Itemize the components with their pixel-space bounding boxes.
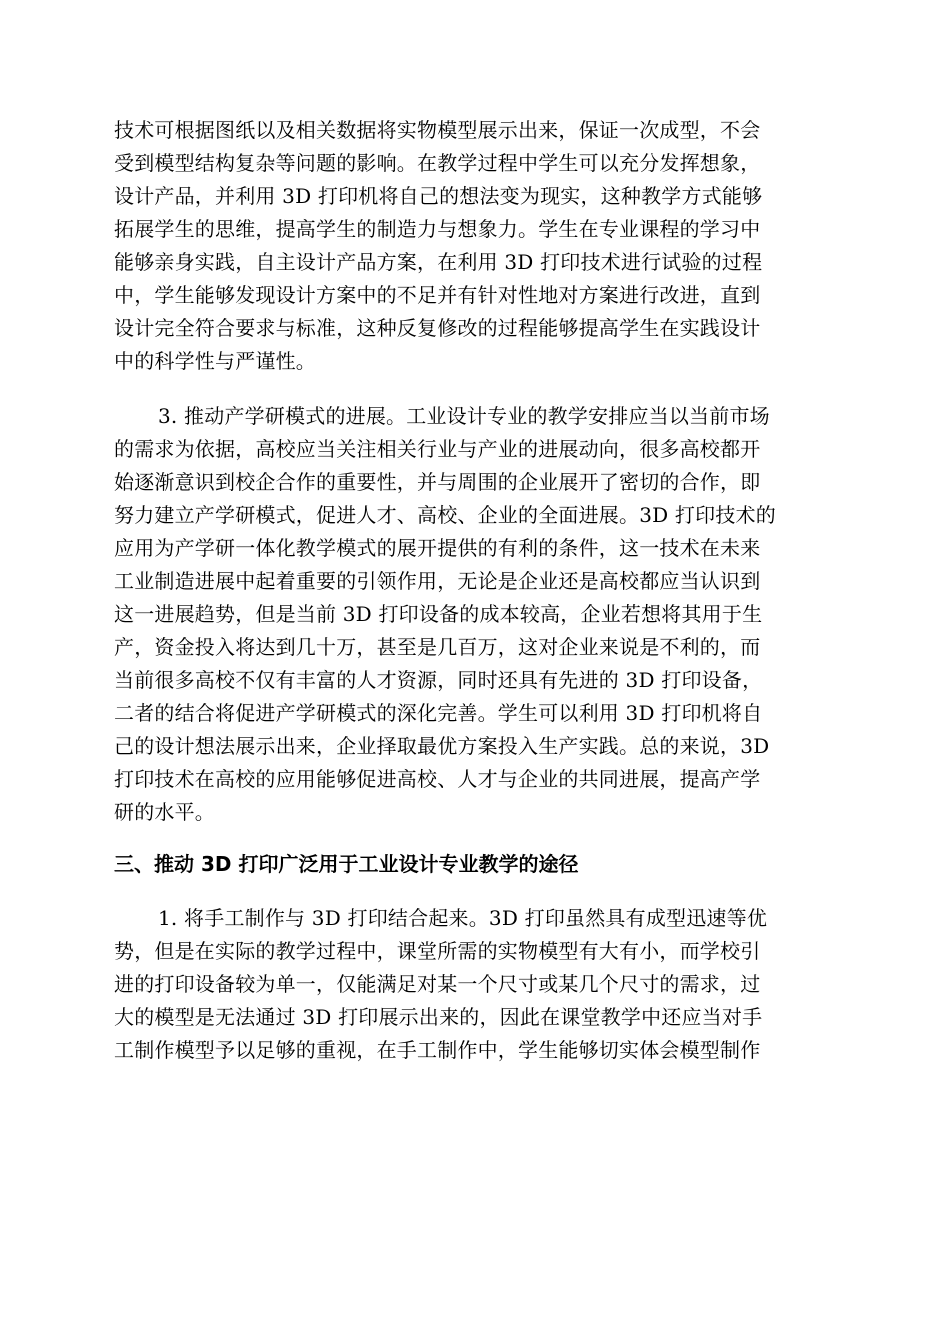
- paragraph-line: 当前很多高校不仅有丰富的人才资源，同时还具有先进的 3D 打印设备，: [114, 668, 763, 692]
- paragraph-line: 始逐渐意识到校企合作的重要性，并与周围的企业展开了密切的合作，即: [114, 470, 761, 494]
- paragraph-line: 大的模型是无法通过 3D 打印展示出来的，因此在课堂教学中还应当对手: [114, 1005, 763, 1029]
- paragraph-line: 工制作模型予以足够的重视，在手工制作中，学生能够切实体会模型制作: [114, 1038, 761, 1062]
- paragraph-line: 中，学生能够发现设计方案中的不足并有针对性地对方案进行改进，直到: [114, 283, 761, 307]
- paragraph-line: 的需求为依据，高校应当关注相关行业与产业的进展动向，很多高校都开: [114, 437, 761, 461]
- paragraph-line: 拓展学生的思维，提高学生的制造力与想象力。学生在专业课程的学习中: [114, 217, 761, 241]
- paragraph-line: 1. 将手工制作与 3D 打印结合起来。3D 打印虽然具有成型迅速等优: [158, 906, 768, 930]
- paragraph-line: 势，但是在实际的教学过程中，课堂所需的实物模型有大有小，而学校引: [114, 939, 761, 963]
- paragraph-line: 研的水平。: [114, 800, 215, 824]
- paragraph-line: 设计产品，并利用 3D 打印机将自己的想法变为现实，这种教学方式能够: [114, 184, 763, 208]
- paragraph-line: 能够亲身实践，自主设计产品方案，在利用 3D 打印技术进行试验的过程: [114, 250, 763, 274]
- paragraph-line: 受到模型结构复杂等问题的影响。在教学过程中学生可以充分发挥想象，: [114, 151, 761, 175]
- paragraph-line: 工业制造进展中起着重要的引领作用，无论是企业还是高校都应当认识到: [114, 569, 761, 593]
- paragraph-line: 打印技术在高校的应用能够促进高校、人才与企业的共同进展，提高产学: [114, 767, 761, 791]
- paragraph-line: 二者的结合将促进产学研模式的深化完善。学生可以利用 3D 打印机将自: [114, 701, 763, 725]
- paragraph-line: 努力建立产学研模式，促进人才、高校、企业的全面进展。3D 打印技术的: [114, 503, 776, 527]
- paragraph-line: 设计完全符合要求与标准，这种反复修改的过程能够提高学生在实践设计: [114, 316, 761, 340]
- paragraph-line: 己的设计想法展示出来，企业择取最优方案投入生产实践。总的来说，3D: [114, 734, 770, 758]
- paragraph-line: 进的打印设备较为单一，仅能满足对某一个尺寸或某几个尺寸的需求，过: [114, 972, 761, 996]
- paragraph-line: 技术可根据图纸以及相关数据将实物模型展示出来，保证一次成型，不会: [114, 118, 761, 142]
- paragraph-line: 3. 推动产学研模式的进展。工业设计专业的教学安排应当以当前市场: [158, 404, 770, 428]
- section-heading: 三、推动 3D 打印广泛用于工业设计专业教学的途径: [114, 852, 579, 876]
- paragraph-line: 中的科学性与严谨性。: [114, 349, 316, 373]
- paragraph-line: 产，资金投入将达到几十万，甚至是几百万，这对企业来说是不利的，而: [114, 635, 761, 659]
- paragraph-line: 应用为产学研一体化教学模式的展开提供的有利的条件，这一技术在未来: [114, 536, 761, 560]
- paragraph-line: 这一进展趋势，但是当前 3D 打印设备的成本较高，企业若想将其用于生: [114, 602, 763, 626]
